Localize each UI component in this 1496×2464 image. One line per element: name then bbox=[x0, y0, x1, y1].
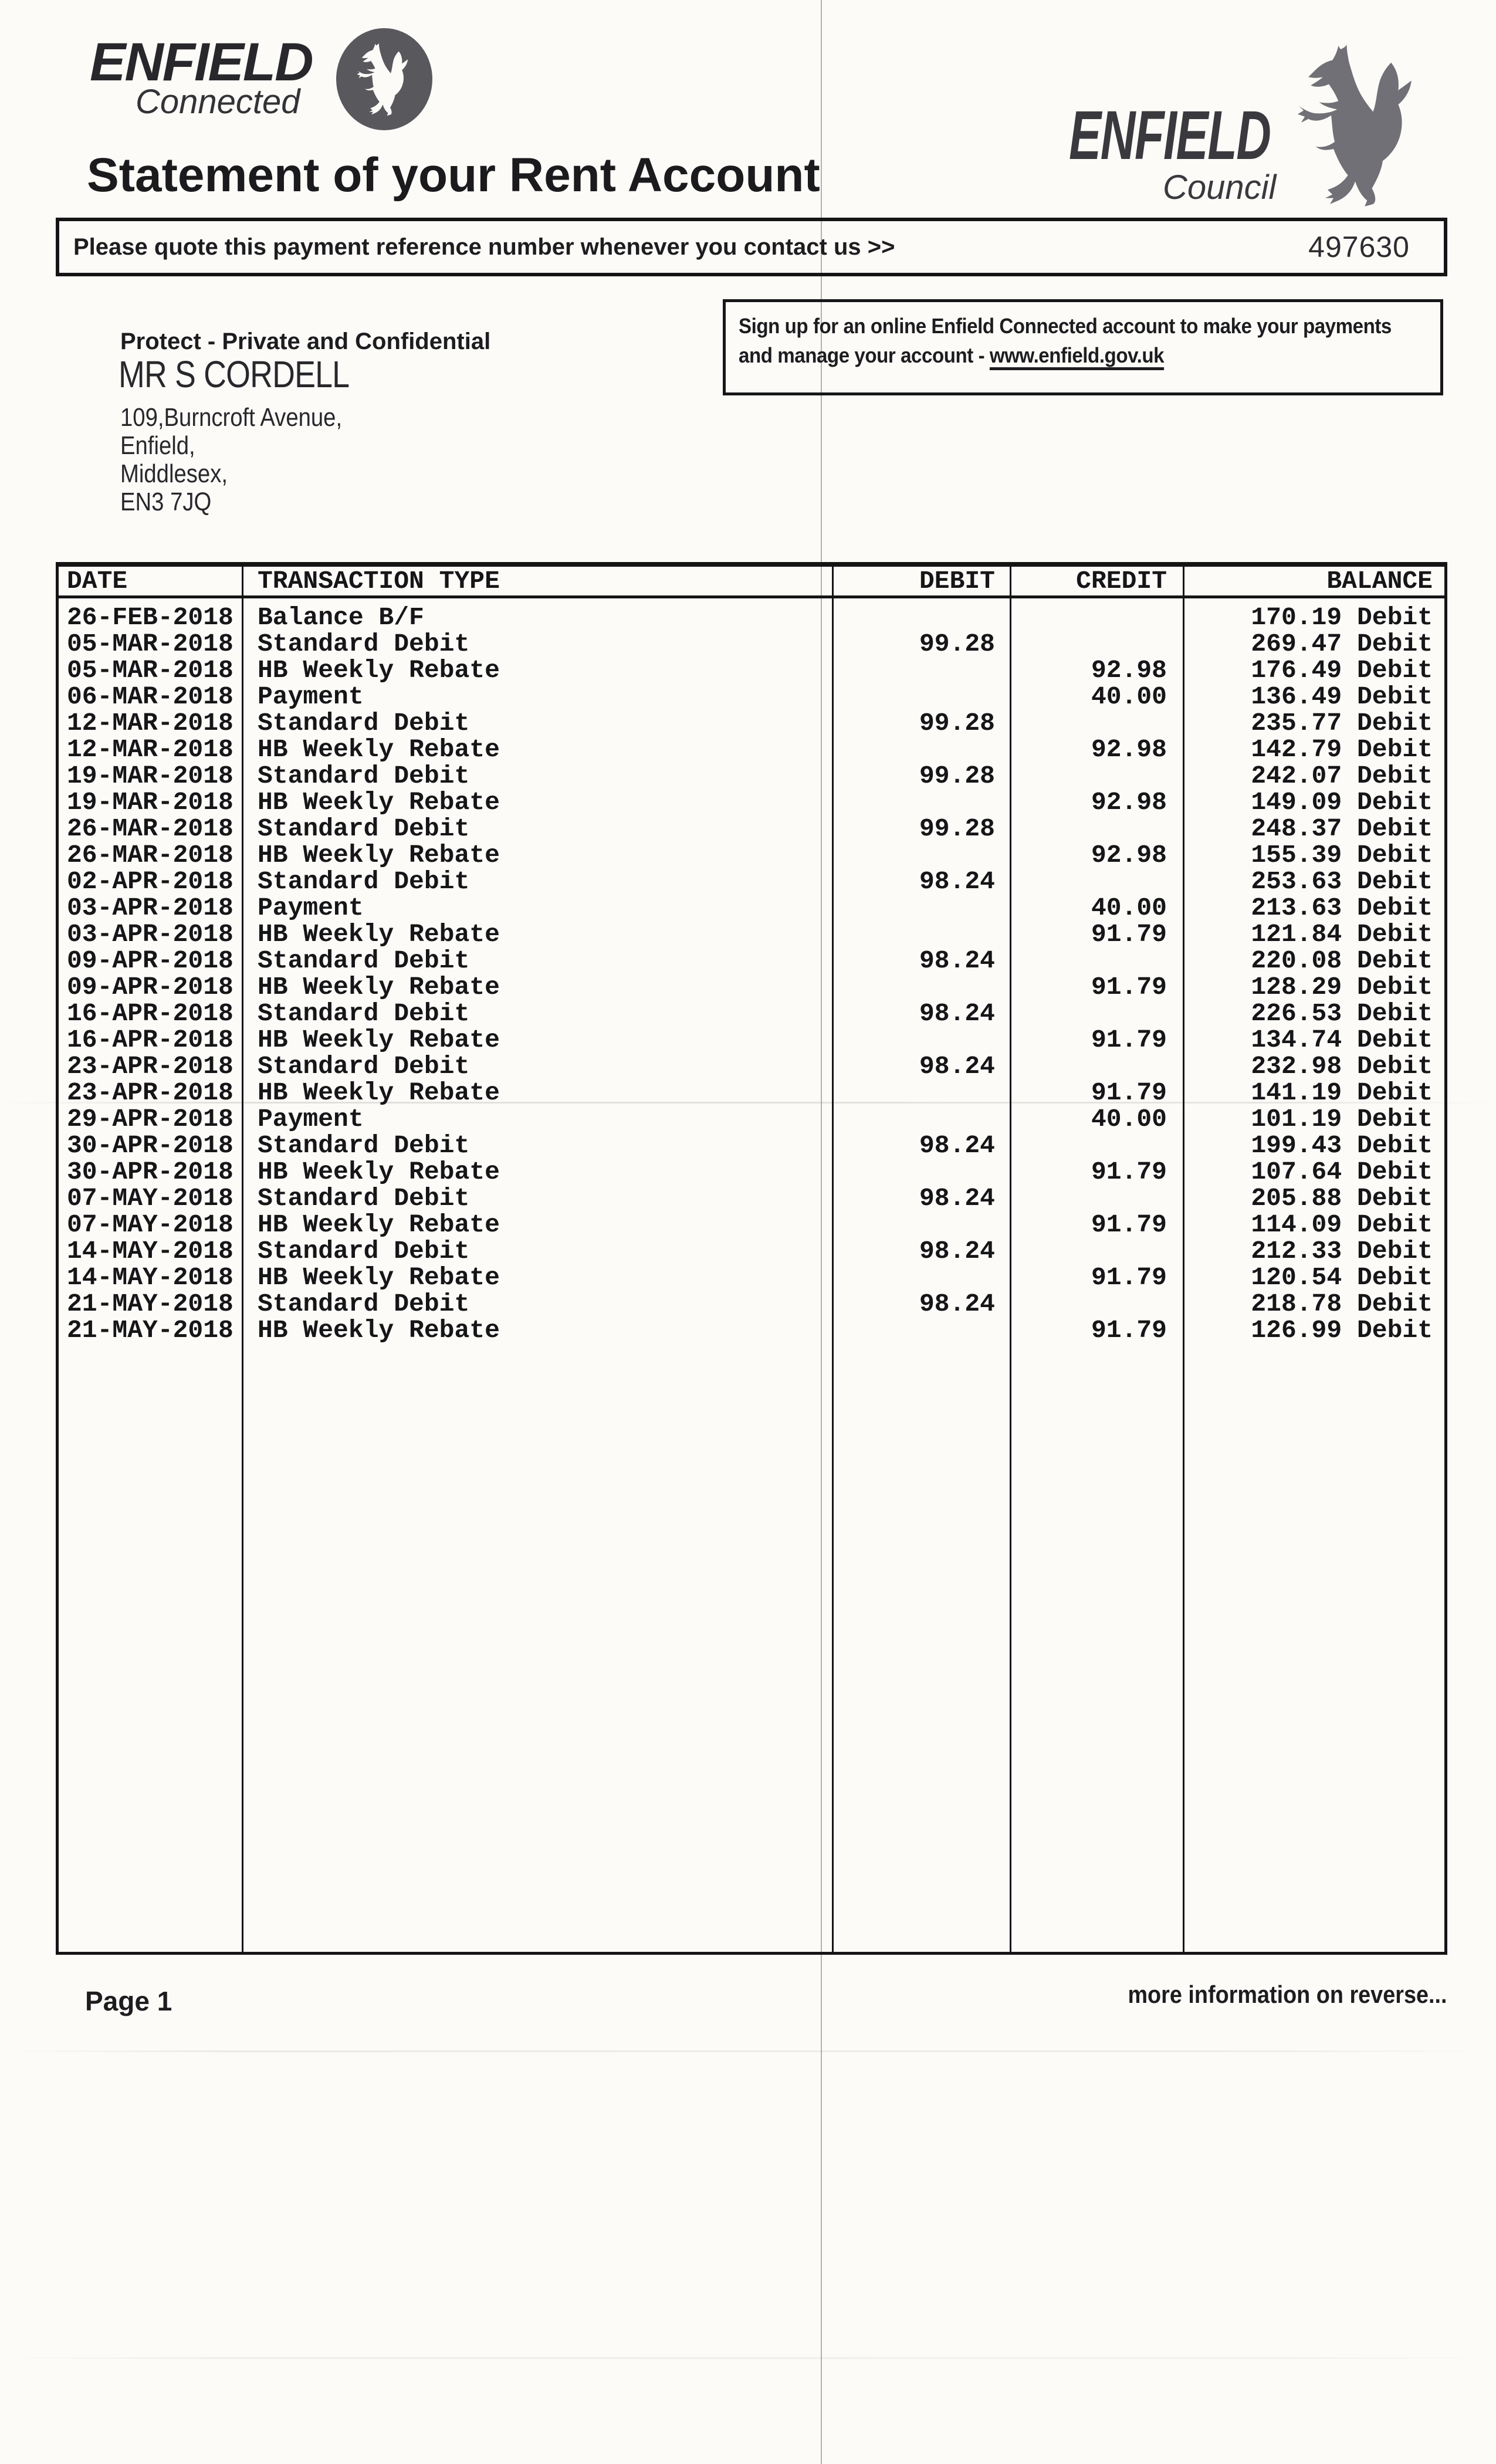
cell-date: 05-MAR-2018 bbox=[67, 629, 233, 658]
enfield-connected-logo-title: ENFIELD bbox=[90, 32, 313, 92]
cell-type: HB Weekly Rebate bbox=[258, 841, 500, 869]
cell-type: Standard Debit bbox=[258, 1052, 470, 1081]
table-row bbox=[59, 921, 1444, 947]
cell-credit bbox=[1011, 1132, 1184, 1159]
cell-debit bbox=[834, 789, 1011, 815]
cell-credit: 92.98 bbox=[1091, 841, 1167, 869]
table-row bbox=[59, 683, 1444, 710]
cell-debit: 98.24 bbox=[919, 1237, 995, 1265]
cell-type: Payment bbox=[258, 893, 364, 922]
cell-debit bbox=[834, 604, 1011, 631]
cell-date: 14-MAY-2018 bbox=[67, 1237, 233, 1265]
cell-credit: 91.79 bbox=[1091, 973, 1167, 1001]
cell-debit: 99.28 bbox=[919, 709, 995, 737]
cell-type: HB Weekly Rebate bbox=[258, 788, 500, 817]
cell-date: 23-APR-2018 bbox=[67, 1078, 233, 1107]
table-row bbox=[59, 1159, 1444, 1185]
cell-balance: 248.37 Debit bbox=[1251, 814, 1433, 843]
cell-date: 02-APR-2018 bbox=[67, 867, 233, 896]
cell-credit bbox=[1011, 763, 1184, 789]
cell-date: 07-MAY-2018 bbox=[67, 1184, 233, 1213]
cell-debit bbox=[834, 1317, 1011, 1343]
cell-balance: 232.98 Debit bbox=[1251, 1052, 1433, 1081]
cell-balance: 218.78 Debit bbox=[1251, 1289, 1433, 1318]
table-row bbox=[59, 631, 1444, 657]
cell-credit: 40.00 bbox=[1091, 893, 1167, 922]
cell-date: 03-APR-2018 bbox=[67, 893, 233, 922]
cell-balance: 141.19 Debit bbox=[1251, 1078, 1433, 1107]
cell-date: 30-APR-2018 bbox=[67, 1157, 233, 1186]
cell-date: 26-FEB-2018 bbox=[67, 603, 233, 632]
cell-credit: 91.79 bbox=[1091, 1025, 1167, 1054]
cell-balance: 220.08 Debit bbox=[1251, 946, 1433, 975]
cell-balance: 155.39 Debit bbox=[1251, 841, 1433, 869]
cell-date: 19-MAR-2018 bbox=[67, 761, 233, 790]
address-line: EN3 7JQ bbox=[120, 488, 212, 516]
enfield-council-logo-subtitle: Council bbox=[1163, 168, 1277, 207]
cell-credit bbox=[1011, 1291, 1184, 1317]
cell-type: HB Weekly Rebate bbox=[258, 1263, 500, 1292]
table-row bbox=[59, 604, 1444, 631]
table-row bbox=[59, 1264, 1444, 1291]
cell-type: Standard Debit bbox=[258, 1289, 470, 1318]
cell-debit bbox=[834, 683, 1011, 710]
cell-date: 26-MAR-2018 bbox=[67, 841, 233, 869]
cell-type: HB Weekly Rebate bbox=[258, 1210, 500, 1239]
cell-date: 21-MAY-2018 bbox=[67, 1316, 233, 1345]
address-line: Enfield, bbox=[120, 431, 195, 460]
table-row bbox=[59, 1106, 1444, 1132]
cell-debit: 99.28 bbox=[919, 814, 995, 843]
table-row bbox=[59, 1132, 1444, 1159]
horizontal-crease bbox=[0, 2357, 1496, 2359]
signup-message bbox=[739, 312, 1424, 370]
cell-date: 12-MAR-2018 bbox=[67, 709, 233, 737]
header-debit: DEBIT bbox=[919, 567, 995, 595]
table-row bbox=[59, 1211, 1444, 1238]
cell-credit bbox=[1011, 604, 1184, 631]
cell-type: Payment bbox=[258, 682, 364, 711]
cell-type: HB Weekly Rebate bbox=[258, 1078, 500, 1107]
cell-debit: 99.28 bbox=[919, 629, 995, 658]
header-transaction-type: TRANSACTION TYPE bbox=[258, 567, 500, 595]
cell-debit bbox=[834, 921, 1011, 947]
enfield-connected-logo-subtitle: Connected bbox=[136, 83, 300, 121]
cell-credit: 91.79 bbox=[1091, 920, 1167, 949]
cell-date: 12-MAR-2018 bbox=[67, 735, 233, 764]
transactions-table bbox=[56, 562, 1447, 1955]
cell-type: Balance B/F bbox=[258, 603, 424, 632]
table-row bbox=[59, 1291, 1444, 1317]
table-row bbox=[59, 1000, 1444, 1027]
cell-balance: 253.63 Debit bbox=[1251, 867, 1433, 896]
cell-type: HB Weekly Rebate bbox=[258, 1157, 500, 1186]
payment-reference-number: 497630 bbox=[1308, 231, 1410, 263]
address-line: 109,Burncroft Avenue, bbox=[120, 403, 343, 432]
cell-type: Standard Debit bbox=[258, 709, 470, 737]
cell-balance: 213.63 Debit bbox=[1251, 893, 1433, 922]
enfield-beast-icon bbox=[1288, 41, 1429, 209]
cell-balance: 269.47 Debit bbox=[1251, 629, 1433, 658]
signup-text: Sign up for an online Enfield Connected account to make your payments and manage your account - bbox=[739, 314, 1392, 367]
cell-date: 29-APR-2018 bbox=[67, 1105, 233, 1133]
cell-date: 03-APR-2018 bbox=[67, 920, 233, 949]
cell-balance: 205.88 Debit bbox=[1251, 1184, 1433, 1213]
cell-type: Standard Debit bbox=[258, 867, 470, 896]
cell-debit bbox=[834, 895, 1011, 921]
cell-debit: 98.24 bbox=[919, 946, 995, 975]
table-row bbox=[59, 736, 1444, 763]
table-row bbox=[59, 895, 1444, 921]
cell-credit: 92.98 bbox=[1091, 656, 1167, 685]
cell-debit bbox=[834, 1027, 1011, 1053]
payment-reference-label: Please quote this payment reference number whenever you contact us >> bbox=[73, 233, 895, 260]
cell-balance: 149.09 Debit bbox=[1251, 788, 1433, 817]
cell-type: Standard Debit bbox=[258, 629, 470, 658]
reverse-note: more information on reverse... bbox=[1127, 1981, 1447, 2008]
cell-debit: 98.24 bbox=[919, 1184, 995, 1213]
cell-credit: 91.79 bbox=[1091, 1263, 1167, 1292]
cell-balance: 199.43 Debit bbox=[1251, 1131, 1433, 1160]
table-row bbox=[59, 789, 1444, 815]
cell-balance: 114.09 Debit bbox=[1251, 1210, 1433, 1239]
table-body bbox=[59, 598, 1444, 1343]
enfield-council-logo-title: ENFIELD bbox=[1069, 97, 1271, 174]
cell-balance: 107.64 Debit bbox=[1251, 1157, 1433, 1186]
page-number: Page 1 bbox=[85, 1986, 172, 2016]
cell-type: HB Weekly Rebate bbox=[258, 656, 500, 685]
cell-balance: 134.74 Debit bbox=[1251, 1025, 1433, 1054]
cell-date: 16-APR-2018 bbox=[67, 999, 233, 1028]
cell-balance: 170.19 Debit bbox=[1251, 603, 1433, 632]
cell-credit: 91.79 bbox=[1091, 1210, 1167, 1239]
cell-credit bbox=[1011, 1053, 1184, 1079]
recipient-address bbox=[120, 404, 342, 516]
cell-date: 16-APR-2018 bbox=[67, 1025, 233, 1054]
table-header-row bbox=[59, 567, 1444, 598]
enfield-connected-emblem bbox=[336, 28, 432, 130]
cell-credit bbox=[1011, 1185, 1184, 1211]
page-title: Statement of your Rent Account bbox=[87, 148, 820, 202]
cell-date: 21-MAY-2018 bbox=[67, 1289, 233, 1318]
cell-debit bbox=[834, 1264, 1011, 1291]
cell-balance: 121.84 Debit bbox=[1251, 920, 1433, 949]
cell-debit bbox=[834, 1106, 1011, 1132]
header-balance: BALANCE bbox=[1326, 567, 1433, 595]
cell-type: HB Weekly Rebate bbox=[258, 920, 500, 949]
cell-date: 30-APR-2018 bbox=[67, 1131, 233, 1160]
cell-balance: 136.49 Debit bbox=[1251, 682, 1433, 711]
cell-credit: 91.79 bbox=[1091, 1157, 1167, 1186]
cell-type: Standard Debit bbox=[258, 814, 470, 843]
cell-type: HB Weekly Rebate bbox=[258, 973, 500, 1001]
cell-credit: 92.98 bbox=[1091, 788, 1167, 817]
cell-credit bbox=[1011, 1238, 1184, 1264]
table-row bbox=[59, 815, 1444, 842]
cell-credit: 40.00 bbox=[1091, 1105, 1167, 1133]
cell-debit bbox=[834, 842, 1011, 868]
cell-balance: 142.79 Debit bbox=[1251, 735, 1433, 764]
cell-debit bbox=[834, 974, 1011, 1000]
cell-type: Standard Debit bbox=[258, 999, 470, 1028]
cell-date: 09-APR-2018 bbox=[67, 946, 233, 975]
cell-debit bbox=[834, 1159, 1011, 1185]
table-row bbox=[59, 868, 1444, 895]
cell-date: 23-APR-2018 bbox=[67, 1052, 233, 1081]
cell-type: HB Weekly Rebate bbox=[258, 735, 500, 764]
payment-reference-banner bbox=[56, 218, 1447, 276]
cell-credit bbox=[1011, 631, 1184, 657]
cell-credit: 91.79 bbox=[1091, 1078, 1167, 1107]
table-row bbox=[59, 710, 1444, 736]
cell-credit bbox=[1011, 1000, 1184, 1027]
cell-type: HB Weekly Rebate bbox=[258, 1025, 500, 1054]
table-row bbox=[59, 842, 1444, 868]
cell-balance: 120.54 Debit bbox=[1251, 1263, 1433, 1292]
online-account-signup-box bbox=[723, 299, 1443, 395]
cell-credit bbox=[1011, 815, 1184, 842]
table-row bbox=[59, 1079, 1444, 1106]
cell-credit bbox=[1011, 868, 1184, 895]
cell-date: 19-MAR-2018 bbox=[67, 788, 233, 817]
cell-balance: 176.49 Debit bbox=[1251, 656, 1433, 685]
table-row bbox=[59, 763, 1444, 789]
cell-date: 09-APR-2018 bbox=[67, 973, 233, 1001]
table-row bbox=[59, 974, 1444, 1000]
address-line: Middlesex, bbox=[120, 459, 228, 488]
cell-date: 06-MAR-2018 bbox=[67, 682, 233, 711]
table-row bbox=[59, 657, 1444, 683]
table-row bbox=[59, 1317, 1444, 1343]
cell-credit: 40.00 bbox=[1091, 682, 1167, 711]
horizontal-crease bbox=[0, 2050, 1496, 2052]
cell-debit bbox=[834, 736, 1011, 763]
cell-debit: 99.28 bbox=[919, 761, 995, 790]
table-row bbox=[59, 1185, 1444, 1211]
cell-type: Standard Debit bbox=[258, 946, 470, 975]
cell-debit: 98.24 bbox=[919, 867, 995, 896]
cell-type: Standard Debit bbox=[258, 1237, 470, 1265]
table-row bbox=[59, 1053, 1444, 1079]
cell-type: Standard Debit bbox=[258, 1184, 470, 1213]
cell-date: 14-MAY-2018 bbox=[67, 1263, 233, 1292]
cell-credit: 92.98 bbox=[1091, 735, 1167, 764]
cell-date: 26-MAR-2018 bbox=[67, 814, 233, 843]
cell-debit bbox=[834, 657, 1011, 683]
cell-date: 07-MAY-2018 bbox=[67, 1210, 233, 1239]
cell-debit: 98.24 bbox=[919, 1052, 995, 1081]
enfield-beast-icon bbox=[353, 42, 415, 117]
cell-balance: 101.19 Debit bbox=[1251, 1105, 1433, 1133]
cell-credit: 91.79 bbox=[1091, 1316, 1167, 1345]
cell-balance: 226.53 Debit bbox=[1251, 999, 1433, 1028]
cell-balance: 126.99 Debit bbox=[1251, 1316, 1433, 1345]
cell-credit bbox=[1011, 710, 1184, 736]
cell-balance: 242.07 Debit bbox=[1251, 761, 1433, 790]
header-date: DATE bbox=[67, 567, 128, 595]
cell-balance: 128.29 Debit bbox=[1251, 973, 1433, 1001]
table-row bbox=[59, 1238, 1444, 1264]
cell-type: Standard Debit bbox=[258, 1131, 470, 1160]
cell-debit: 98.24 bbox=[919, 1131, 995, 1160]
cell-type: Standard Debit bbox=[258, 761, 470, 790]
cell-balance: 212.33 Debit bbox=[1251, 1237, 1433, 1265]
privacy-label: Protect - Private and Confidential bbox=[120, 329, 491, 354]
cell-type: Payment bbox=[258, 1105, 364, 1133]
table-row bbox=[59, 947, 1444, 974]
recipient-name: MR S CORDELL bbox=[119, 353, 350, 395]
cell-balance: 235.77 Debit bbox=[1251, 709, 1433, 737]
header-credit: CREDIT bbox=[1076, 567, 1167, 595]
cell-debit: 98.24 bbox=[919, 1289, 995, 1318]
cell-credit bbox=[1011, 947, 1184, 974]
cell-debit bbox=[834, 1079, 1011, 1106]
cell-debit: 98.24 bbox=[919, 999, 995, 1028]
table-row bbox=[59, 1027, 1444, 1053]
cell-date: 05-MAR-2018 bbox=[67, 656, 233, 685]
cell-type: HB Weekly Rebate bbox=[258, 1316, 500, 1345]
cell-debit bbox=[834, 1211, 1011, 1238]
signup-website-link: www.enfield.gov.uk bbox=[989, 343, 1165, 367]
